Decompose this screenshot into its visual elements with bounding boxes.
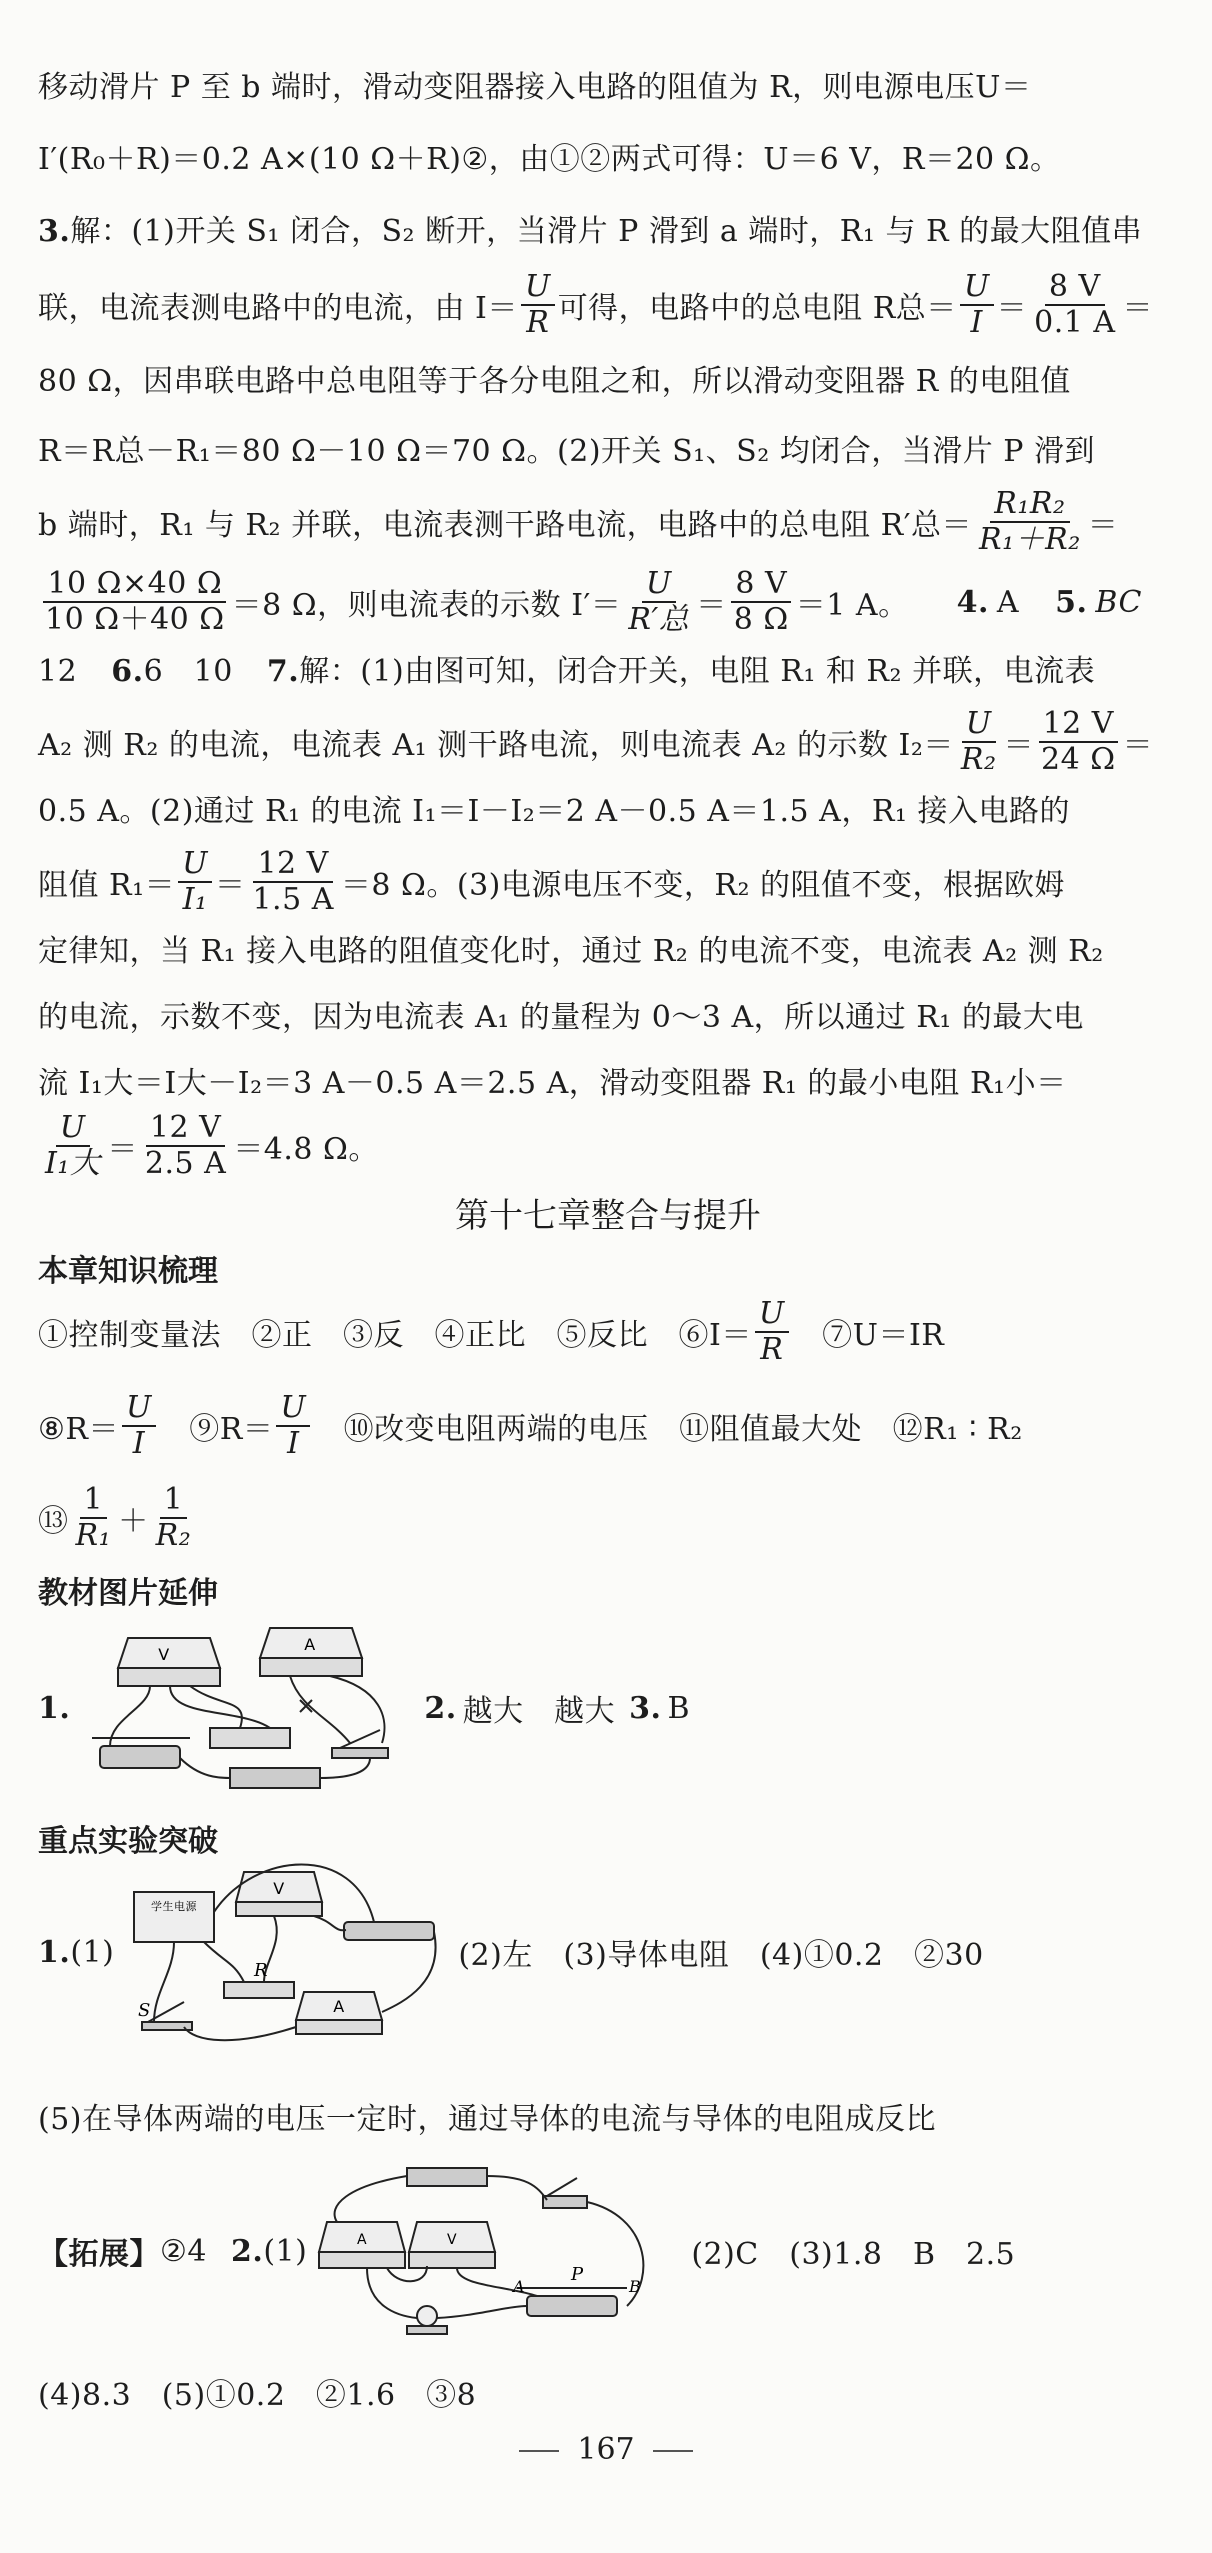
page-number (0, 2432, 1212, 2467)
text: 阻值 R₁＝ (38, 868, 176, 903)
text: ＝ (996, 291, 1028, 326)
text: ＝ (1122, 728, 1154, 763)
text: 可得，电路中的总电阻 R总＝ (557, 291, 957, 326)
figure-label: S (138, 2000, 152, 2021)
formula-line (38, 480, 1118, 564)
figure-label: R (254, 1960, 269, 1981)
text: ⑧R＝ (38, 1412, 119, 1447)
answer: 12 (38, 654, 78, 689)
formula-line (38, 1384, 1023, 1468)
answer: (2)左 (3)导体电阻 (4)①0.2 ②30 (458, 1938, 984, 1973)
question-number: 1. (38, 1934, 71, 1970)
text: ＝ (214, 868, 246, 903)
text: ＝ (1087, 508, 1119, 543)
answer: 越大 越大 (462, 1694, 616, 1729)
text-line (38, 652, 1095, 692)
question-number: 3. (38, 214, 71, 249)
text: ＝8 Ω，则电流表的示数 I′＝ (231, 588, 622, 623)
fraction: $\frac{U}{\text{R₂}}$ (960, 705, 997, 777)
circuit-diagram-3 (307, 2156, 677, 2346)
circuit-diagram-2 (114, 1852, 444, 2052)
text-line: 0.5 A。(2)通过 R₁ 的电流 I₁＝I－I₂＝2 A－0.5 A＝1.5 A，R₁ 接入电路的 (38, 794, 1070, 829)
page-number-text: 167 (577, 2432, 635, 2467)
text: ①控制变量法 ②正 ③反 ④正比 ⑤反比 ⑥I＝ (38, 1318, 752, 1353)
figure-label: 学生电源 (151, 1900, 198, 1913)
answer: BC (1095, 584, 1142, 620)
circuit-diagram-1 (70, 1618, 410, 1798)
question-number: 1. (38, 1690, 71, 1726)
formula-line (38, 700, 1153, 784)
text: ＝4.8 Ω。 (233, 1132, 379, 1167)
fraction: $\frac{12 V}{24 \Omega}$ (1037, 707, 1120, 778)
question-number: 4. (956, 584, 989, 620)
meter-label-a: A (304, 1635, 317, 1654)
text: (1) (263, 2233, 308, 2269)
text: ⑨R＝ (158, 1412, 274, 1447)
figure-label: A (513, 2277, 526, 2296)
answer-row (38, 1618, 690, 1798)
text: ＝8 Ω。(3)电源电压不变，R₂ 的阻值不变，根据欧姆 (340, 868, 1066, 903)
text-line: I′(R₀＋R)＝0.2 A×(10 Ω＋R)②，由①②两式可得：U＝6 V，R＝20 Ω。 (38, 142, 1061, 177)
text: ＝ (107, 1132, 138, 1167)
text: ＝ (696, 588, 727, 623)
text-line: 80 Ω，因串联电路中总电阻等于各分电阻之和，所以滑动变阻器 R 的电阻值 (38, 364, 1071, 399)
formula-line (38, 840, 1065, 924)
fraction: $\frac{U}{I}$ (122, 1391, 156, 1462)
fraction: $\frac{U}{\text{I₁}}$ (178, 847, 212, 918)
section-title: 本章知识梳理 (38, 1254, 218, 1289)
fraction: $\frac{U}{R}$ (521, 270, 555, 341)
text: 解：(1)开关 S₁ 闭合，S₂ 断开，当滑片 P 滑到 a 端时，R₁ 与 R 的最大阻值串 (70, 214, 1143, 249)
text: ⑬ (38, 1504, 69, 1539)
fraction: $\frac{1}{\text{R₁}}$ (75, 1481, 112, 1553)
text-line: 的电流，示数不变，因为电流表 A₁ 的量程为 0～3 A，所以通过 R₁ 的最大电 (38, 1000, 1084, 1035)
fraction: $\frac{1}{\text{R₂}}$ (155, 1481, 192, 1553)
formula-line (38, 1104, 379, 1188)
text: ＋ (118, 1504, 149, 1539)
text: 联，电流表测电路中的电流，由 I＝ (38, 291, 518, 326)
question-number: 6. (111, 654, 144, 689)
figure-label: P (571, 2264, 584, 2285)
fraction: $\frac{10 \Omega\times 40 \Omega}{10 \Omega+40 \Omega}$ (45, 565, 225, 637)
extension-label: 【拓展】 (38, 2237, 160, 2272)
text-line (38, 212, 1142, 252)
text: A₂ 测 R₂ 的电流，电流表 A₁ 测干路电流，则电流表 A₂ 的示数 I₂＝ (38, 728, 954, 763)
fraction: $\frac{\text{R₁R₂}}{\text{R₁＋R₂}}$ (979, 485, 1081, 557)
text-line: R＝R总－R₁＝80 Ω－10 Ω＝70 Ω。(2)开关 S₁、S₂ 均闭合，当滑片 P 滑到 (38, 434, 1096, 469)
dash-left (519, 2450, 559, 2452)
figure-label: A (357, 2232, 368, 2248)
fraction: $\frac{8 V}{0.1 A}$ (1034, 268, 1116, 340)
question-number: 7. (266, 654, 300, 689)
text: b 端时，R₁ 与 R₂ 并联，电流表测干路电流，电路中的总电阻 R′总＝ (38, 508, 973, 543)
dash-right (653, 2450, 693, 2452)
fraction: $\frac{U}{\text{R′总}}$ (628, 565, 690, 637)
answer: 6 10 (143, 654, 233, 689)
fraction: $\frac{U}{\text{I₁大}}$ (45, 1109, 101, 1181)
text: 解：(1)由图可知，闭合开关，电阻 R₁ 和 R₂ 并联，电流表 (299, 654, 1096, 689)
figure-label: B (629, 2277, 642, 2296)
text-line: (5)在导体两端的电压一定时，通过导体的电流与导体的电阻成反比 (38, 2102, 936, 2137)
formula-line (38, 560, 1142, 644)
text: ＝1 A。 (795, 588, 909, 623)
question-number: 3. (629, 1690, 662, 1726)
section-title: 教材图片延伸 (38, 1576, 218, 1611)
fraction: $\frac{U}{I}$ (960, 270, 994, 341)
section-title: 重点实验突破 (38, 1824, 218, 1859)
answer: B (667, 1690, 691, 1726)
text-line: 定律知，当 R₁ 接入电路的阻值变化时，通过 R₂ 的电流不变，电流表 A₂ 测 R₂ (38, 934, 1104, 969)
figure-label: V (447, 2232, 458, 2248)
figure-label: V (273, 1879, 286, 1898)
text: ＝ (1003, 728, 1034, 763)
fraction: $\frac{12 V}{1.5 A}$ (252, 845, 334, 917)
chapter-title: 第十七章整合与提升 (455, 1196, 761, 1236)
meter-label-v: V (158, 1645, 171, 1664)
answer: (2)C (3)1.8 B 2.5 (691, 2237, 1016, 2272)
fraction: $\frac{12 V}{2.5 A}$ (144, 1109, 227, 1181)
answer: A (996, 584, 1020, 620)
fraction: $\frac{8 V}{8 \Omega}$ (730, 567, 793, 638)
answer-row (38, 2156, 1015, 2346)
formula-line (38, 265, 1153, 345)
formula-line (38, 1290, 944, 1374)
text-line: 流 I₁大＝I大－I₂＝3 A－0.5 A＝2.5 A，滑动变阻器 R₁ 的最小电阻 R₁小＝ (38, 1066, 1067, 1101)
formula-line (38, 1476, 198, 1560)
text-line: 移动滑片 P 至 b 端时，滑动变阻器接入电路的阻值为 R，则电源电压U＝ (38, 70, 1032, 105)
text: ⑦U＝IR (791, 1318, 945, 1353)
fraction: $\frac{U}{I}$ (276, 1391, 310, 1462)
answer: ②4 (160, 2233, 207, 2269)
text: ＝ (1122, 291, 1154, 326)
question-number: 5. (1055, 584, 1088, 620)
fraction: $\frac{U}{R}$ (755, 1297, 789, 1368)
text: ⑩改变电阻两端的电压 ⑪阻值最大处 ⑫R₁ ∶ R₂ (313, 1412, 1023, 1447)
text: (1) (70, 1934, 115, 1970)
figure-label: A (333, 1997, 346, 2016)
question-number: 2. (424, 1690, 457, 1726)
question-number: 2. (230, 2233, 264, 2269)
text-line: (4)8.3 (5)①0.2 ②1.6 ③8 (38, 2378, 477, 2413)
answer-row (38, 1852, 984, 2052)
